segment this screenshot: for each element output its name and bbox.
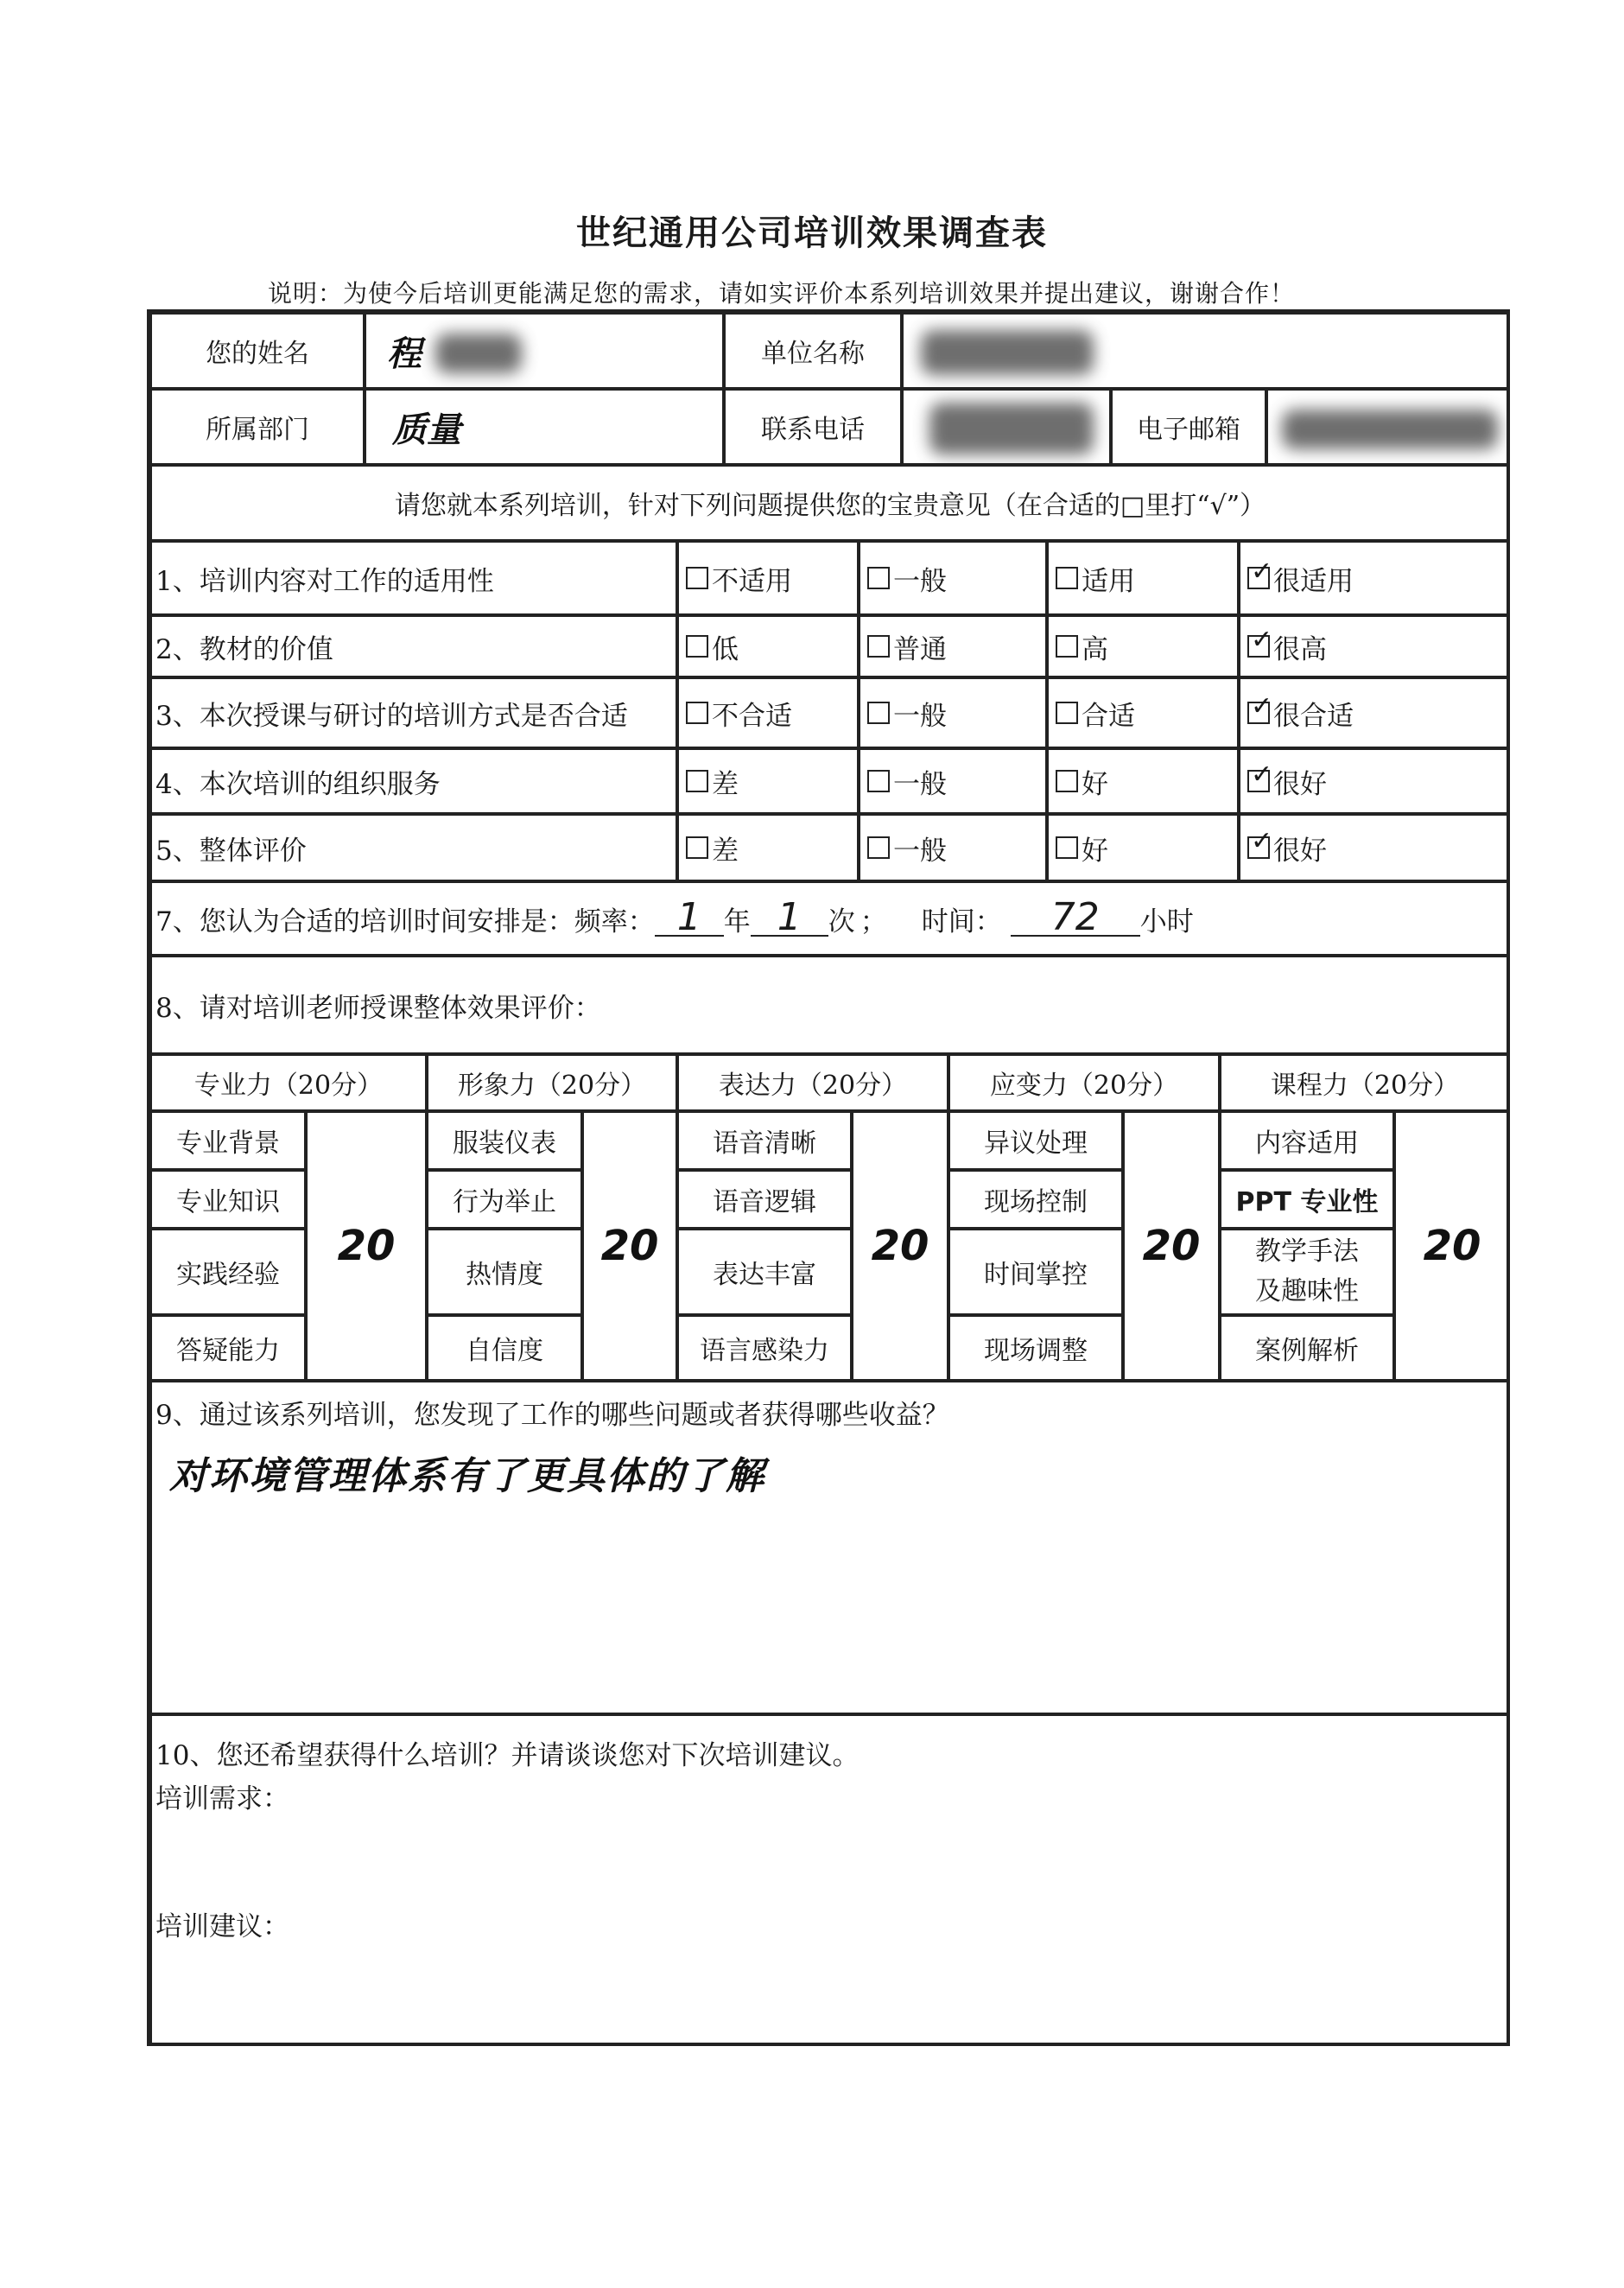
eval-item: 答疑能力: [150, 1315, 306, 1381]
freq-times-field[interactable]: 1: [751, 900, 828, 937]
dept-label: 所属部门: [150, 389, 365, 465]
eval-item: 案例解析: [1220, 1315, 1394, 1381]
checkbox-icon[interactable]: [1056, 635, 1078, 658]
rating-question: 2、教材的价值: [150, 615, 677, 677]
rating-question: 4、本次培训的组织服务: [150, 748, 677, 814]
name-field[interactable]: [365, 313, 724, 389]
q10-section: [150, 1714, 1510, 2046]
rating-option[interactable]: 低: [677, 615, 859, 677]
eval-item: 语音逻辑: [677, 1170, 852, 1229]
rating-option[interactable]: 一般: [859, 677, 1047, 748]
training-suggest-field[interactable]: [325, 1904, 1448, 2025]
rating-option-selected[interactable]: ✓ 很好: [1239, 814, 1510, 881]
rating-question: 3、本次授课与研讨的培训方式是否合适: [150, 677, 677, 748]
hours-unit: 小时: [1139, 906, 1194, 937]
dept-field[interactable]: [365, 389, 724, 465]
schedule-separator: ；: [860, 906, 887, 937]
checkbox-checked-icon[interactable]: [1247, 567, 1270, 589]
checkbox-icon[interactable]: [1056, 702, 1078, 724]
email-field[interactable]: [1266, 389, 1510, 465]
q10-prompt: 10、您还希望获得什么培训？并请谈谈您对下次培训建议。: [155, 1740, 860, 1771]
form-instruction: 说明：为使今后培训更能满足您的需求，请如实评价本系列培训效果并提出建议，谢谢合作！: [268, 279, 1296, 308]
rating-option-selected[interactable]: ✓ 很适用: [1239, 541, 1510, 615]
hours-field[interactable]: 72: [1011, 900, 1140, 937]
email-label: 电子邮箱: [1111, 389, 1266, 465]
eval-score-field[interactable]: 20: [1394, 1111, 1510, 1381]
checkbox-icon[interactable]: [1056, 770, 1078, 792]
phone-field[interactable]: [902, 389, 1111, 465]
rating-option[interactable]: 一般: [859, 541, 1047, 615]
eval-category-header: 专业力（20分）: [150, 1054, 427, 1111]
checkbox-icon[interactable]: [867, 836, 890, 859]
rating-option[interactable]: 差: [677, 748, 859, 814]
eval-category-header: 应变力（20分）: [948, 1054, 1220, 1111]
eval-item: 自信度: [427, 1315, 582, 1381]
eval-item: 语言感染力: [677, 1315, 852, 1381]
rating-option[interactable]: 普通: [859, 615, 1047, 677]
rating-option-selected[interactable]: ✓ 很高: [1239, 615, 1510, 677]
eval-score-field[interactable]: 20: [1123, 1111, 1220, 1381]
name-value: 程: [387, 334, 422, 374]
unit-label: 单位名称: [724, 313, 902, 389]
rating-option[interactable]: 一般: [859, 814, 1047, 881]
checkbox-icon[interactable]: [867, 770, 890, 792]
eval-item: 教学手法及趣味性: [1220, 1229, 1394, 1315]
eval-item: 服装仪表: [427, 1111, 582, 1170]
form-title: 世纪通用公司培训效果调查表: [576, 213, 1048, 253]
eval-score-field[interactable]: 20: [852, 1111, 948, 1381]
eval-item: 专业知识: [150, 1170, 306, 1229]
eval-item: 实践经验: [150, 1229, 306, 1315]
checkbox-icon[interactable]: [867, 567, 890, 589]
phone-label: 联系电话: [724, 389, 902, 465]
eval-item: 语音清晰: [677, 1111, 852, 1170]
rating-option[interactable]: 适用: [1047, 541, 1239, 615]
eval-item: 现场调整: [948, 1315, 1123, 1381]
checkbox-icon[interactable]: [686, 702, 708, 724]
name-redaction: [435, 334, 522, 373]
schedule-prompt: 7、您认为合适的培训时间安排是：频率：: [155, 906, 655, 937]
unit-redaction: [921, 330, 1094, 375]
checkbox-checked-icon[interactable]: [1247, 635, 1270, 658]
rating-option[interactable]: 一般: [859, 748, 1047, 814]
checkbox-icon[interactable]: [686, 567, 708, 589]
rating-option[interactable]: 合适: [1047, 677, 1239, 748]
schedule-row: [150, 881, 1510, 956]
eval-item: 热情度: [427, 1229, 582, 1315]
email-redaction: [1282, 410, 1498, 449]
checkbox-checked-icon[interactable]: [1247, 836, 1270, 859]
survey-form: [147, 309, 1510, 2046]
rating-option-selected[interactable]: ✓ 很好: [1239, 748, 1510, 814]
rating-question: 1、培训内容对工作的适用性: [150, 541, 677, 615]
eval-item: 异议处理: [948, 1111, 1123, 1170]
training-needs-field[interactable]: [325, 1776, 1448, 1889]
eval-score-field[interactable]: 20: [582, 1111, 677, 1381]
rating-option[interactable]: 高: [1047, 615, 1239, 677]
training-needs-label: 培训需求：: [155, 1783, 289, 1815]
eval-item: 表达丰富: [677, 1229, 852, 1315]
checkbox-icon[interactable]: [867, 635, 890, 658]
checkbox-icon[interactable]: [686, 836, 708, 859]
eval-item: 专业背景: [150, 1111, 306, 1170]
checkbox-icon[interactable]: [686, 635, 708, 658]
checkbox-icon[interactable]: [1056, 567, 1078, 589]
eval-category-header: 形象力（20分）: [427, 1054, 677, 1111]
eval-item: 行为举止: [427, 1170, 582, 1229]
opinion-prompt: 请您就本系列培训，针对下列问题提供您的宝贵意见（在合适的□里打“√”）: [150, 465, 1510, 541]
eval-item: PPT 专业性: [1220, 1170, 1394, 1229]
eval-item: 内容适用: [1220, 1111, 1394, 1170]
checkbox-icon[interactable]: [686, 770, 708, 792]
rating-option[interactable]: 好: [1047, 748, 1239, 814]
checkbox-icon[interactable]: [1056, 836, 1078, 859]
checkbox-checked-icon[interactable]: [1247, 702, 1270, 724]
rating-option[interactable]: 不合适: [677, 677, 859, 748]
checkbox-checked-icon[interactable]: [1247, 770, 1270, 792]
q9-section: [150, 1381, 1510, 1714]
eval-score-field[interactable]: 20: [306, 1111, 427, 1381]
teacher-eval-prompt: 8、请对培训老师授课整体效果评价：: [150, 956, 1510, 1054]
eval-item: 现场控制: [948, 1170, 1123, 1229]
q9-prompt: 9、通过该系列培训，您发现了工作的哪些问题或者获得哪些收益？: [155, 1400, 949, 1431]
name-label: 您的姓名: [150, 313, 365, 389]
checkbox-icon[interactable]: [867, 702, 890, 724]
rating-option[interactable]: 好: [1047, 814, 1239, 881]
eval-category-header: 课程力（20分）: [1220, 1054, 1510, 1111]
freq-years-field[interactable]: 1: [655, 900, 724, 937]
dept-value: 质量: [392, 410, 461, 450]
rating-option[interactable]: 差: [677, 814, 859, 881]
eval-category-header: 表达力（20分）: [677, 1054, 948, 1111]
time-label: 时间：: [921, 906, 1002, 937]
rating-option-selected[interactable]: ✓ 很合适: [1239, 677, 1510, 748]
eval-item: 时间掌控: [948, 1229, 1123, 1315]
training-suggest-label: 培训建议：: [155, 1911, 289, 1942]
phone-redaction: [929, 403, 1094, 454]
times-unit: 次: [828, 906, 855, 937]
rating-question: 5、整体评价: [150, 814, 677, 881]
unit-field[interactable]: [902, 313, 1510, 389]
rating-option[interactable]: 不适用: [677, 541, 859, 615]
year-unit: 年: [723, 906, 751, 937]
q9-answer[interactable]: 对环境管理体系有了更具体的了解: [169, 1454, 765, 1498]
